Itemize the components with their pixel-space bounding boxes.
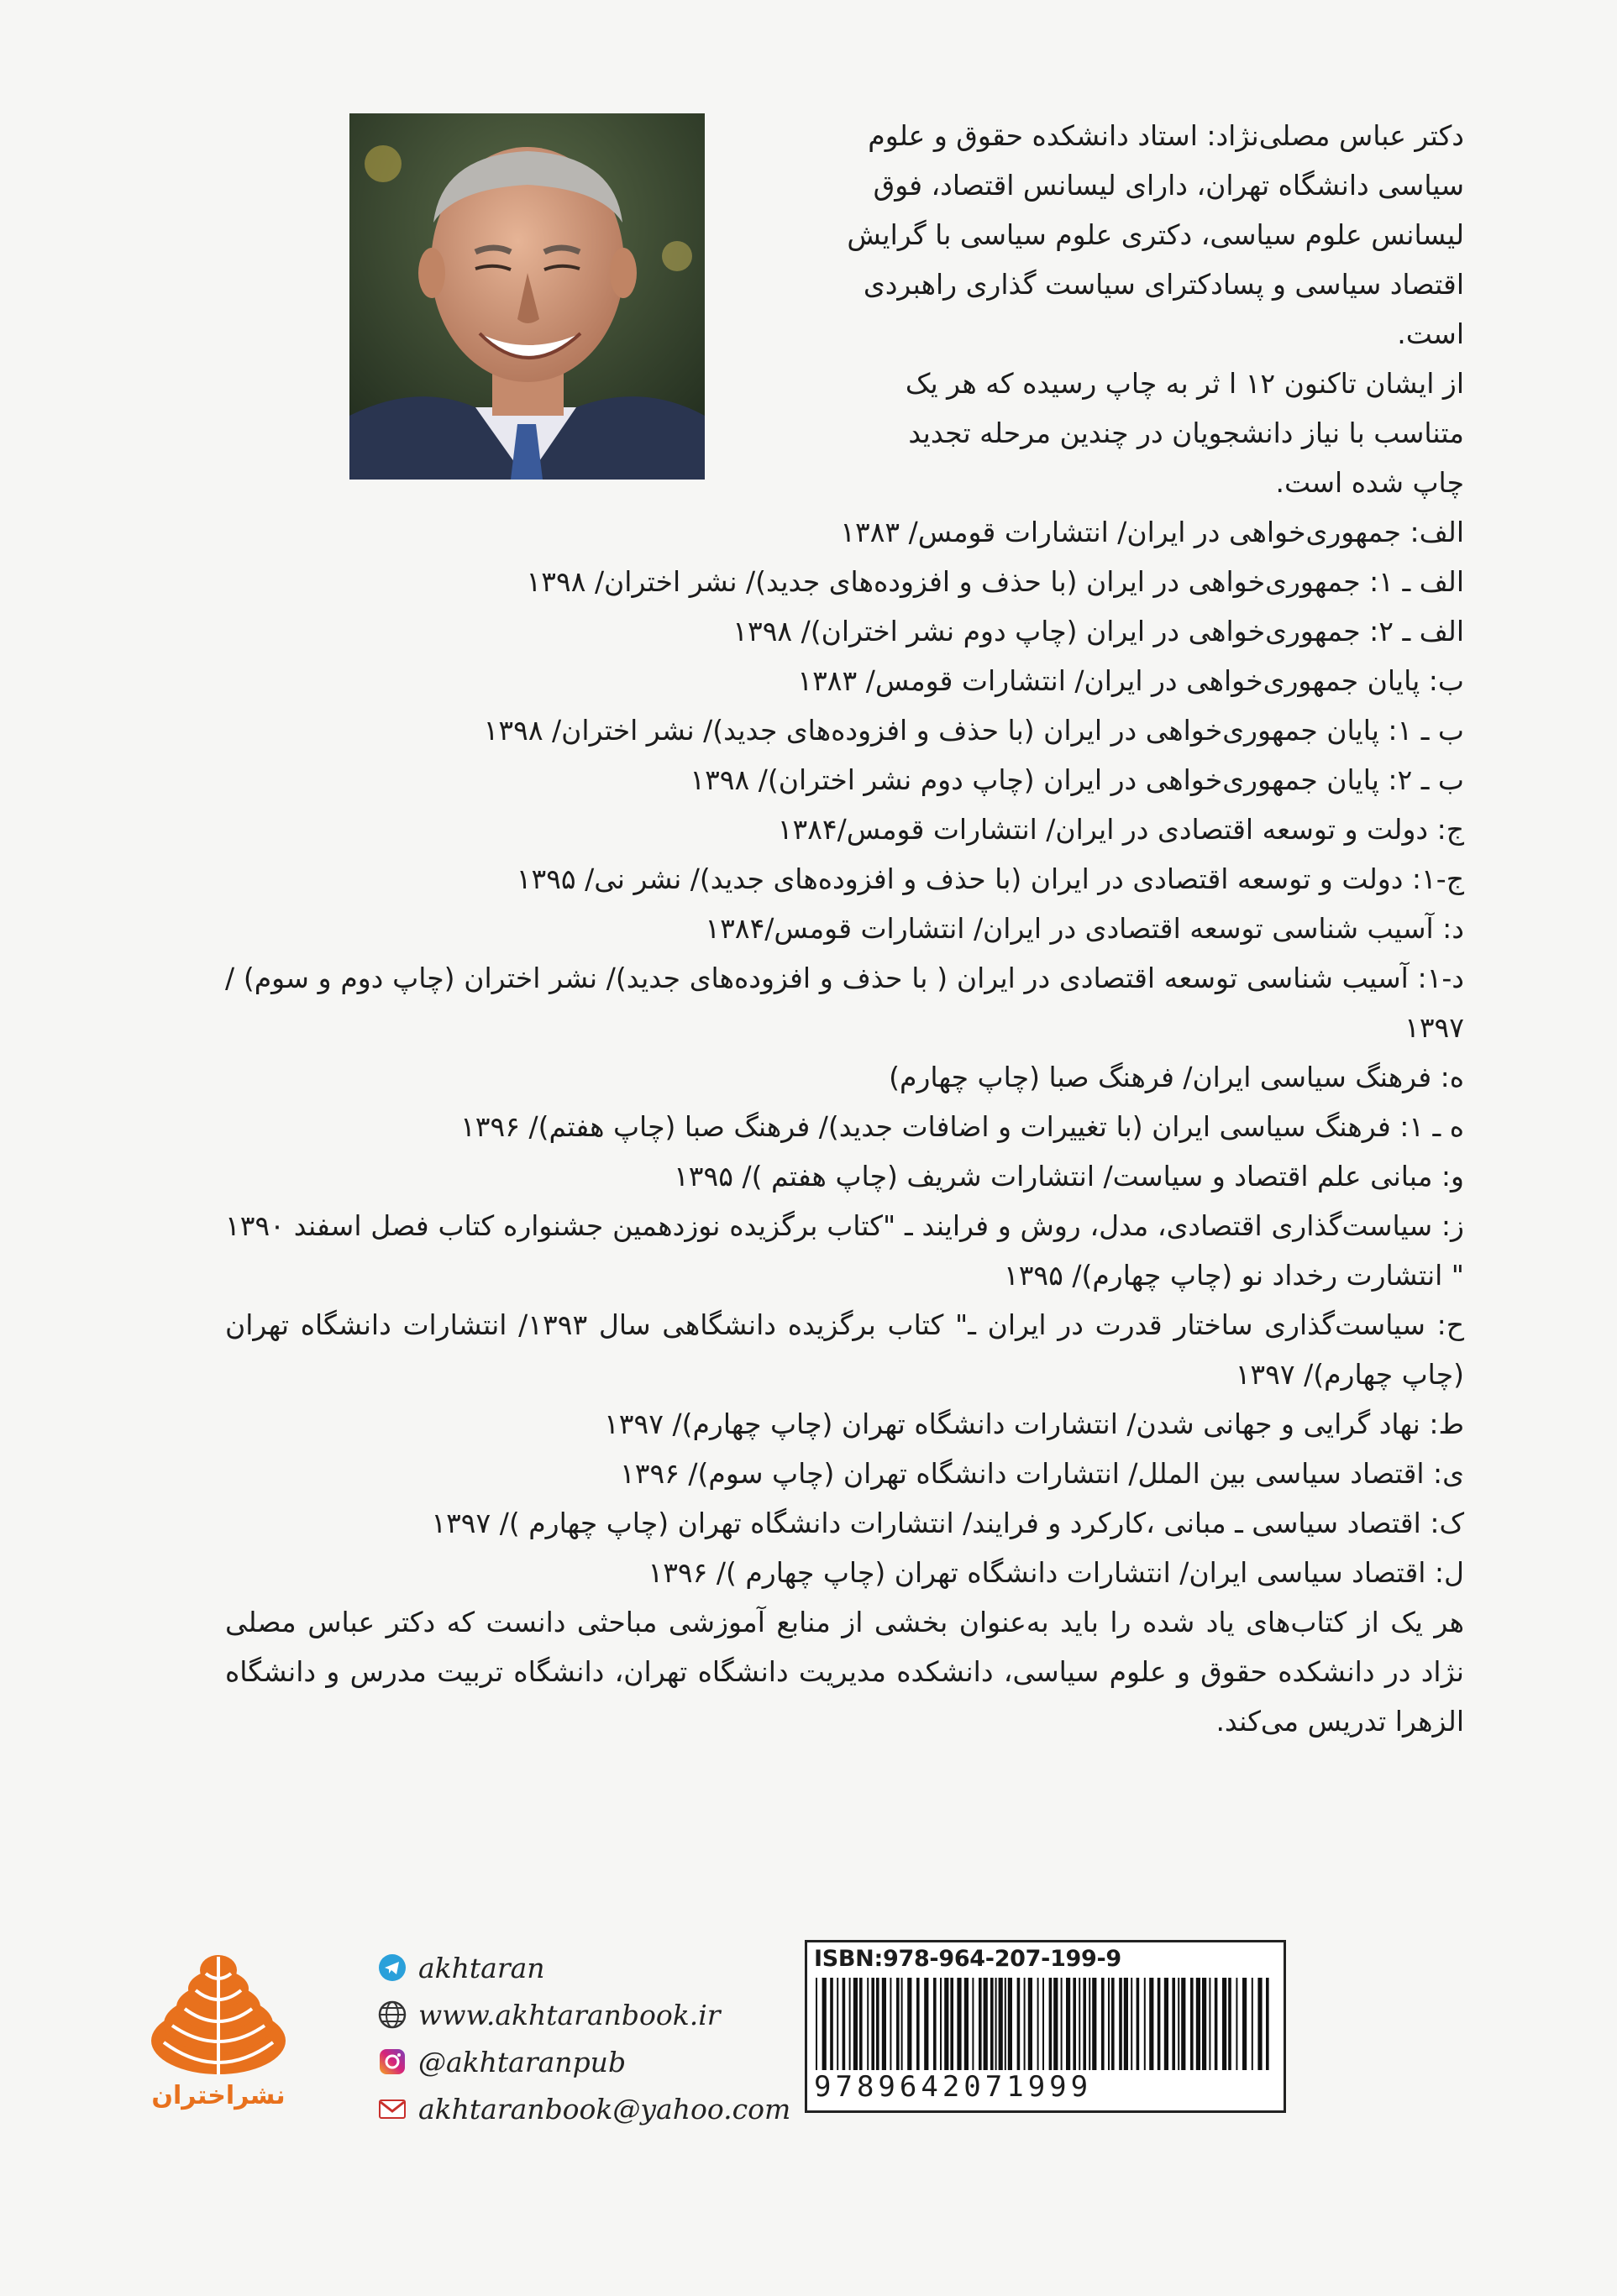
bibliography-entry: ز: سیاست‌گذاری اقتصادی، مدل، روش و فرایند ـ "کتاب برگزیده نوزدهمین جشنواره کتاب فصل اسفند ۱۳۹۰ " انتشارت رخداد نو (چاپ چهارم)/ ۱۳۹۵ (225, 1209, 1464, 1292)
barcode-bar (1178, 1978, 1179, 2070)
barcode-bar (907, 1978, 911, 2070)
barcode-bar (843, 1978, 846, 2070)
barcode-bar (1242, 1978, 1247, 2070)
barcode-bar (1181, 1978, 1185, 2070)
bibliography-list (225, 507, 1464, 1746)
telegram-icon (378, 1953, 407, 1982)
email-icon (378, 2094, 407, 2123)
bibliography-entry: د-۱: آسیب شناسی توسعه اقتصادی در ایران ( با حذف و افزوده‌های جدید)/ نشر اختران (چاپ دوم و سوم) / ۱۳۹۷ (225, 962, 1464, 1044)
bio-line: است. (1397, 317, 1464, 350)
contact-list (378, 1944, 815, 2132)
barcode-bar (1236, 1978, 1237, 2070)
barcode-bar (1073, 1978, 1076, 2070)
barcode-bar (1005, 1978, 1006, 2070)
bibliography-entry: ی: اقتصاد سیاسی بین الملل/ انتشارات دانشگاه تهران (چاپ سوم)/ ۱۳۹۶ (620, 1457, 1464, 1490)
bibliography-entry: و: مبانی علم اقتصاد و سیاست/ انتشارات شریف (چاپ هفتم )/ ۱۳۹۵ (674, 1160, 1464, 1193)
barcode-bar (876, 1978, 879, 2070)
barcode-bar (940, 1978, 942, 2070)
barcode-bar (1124, 1978, 1128, 2070)
barcode-bar (896, 1978, 900, 2070)
barcode-bar (1131, 1978, 1132, 2070)
barcode-bar (1111, 1978, 1115, 2070)
barcode-bar (1196, 1978, 1200, 2070)
barcode-bar (950, 1978, 953, 2070)
publisher-name: نشراختران (151, 2081, 286, 2110)
bibliography-entry: الف ـ ۱: جمهوری‌خواهی در ایران (با حذف و افزوده‌های جدید)/ نشر اختران/ ۱۳۹۸ (526, 565, 1464, 598)
barcode-bar (1061, 1978, 1063, 2070)
barcode-bar (1053, 1978, 1058, 2070)
bio-line: از ایشان تاکنون ۱۲ ا ثر به چاپ رسیده که هر یک (905, 367, 1464, 400)
contact-text: @akhtaranpub (418, 2045, 627, 2078)
barcode-bar (1108, 1978, 1110, 2070)
barcode-bar (1158, 1978, 1161, 2070)
barcode-bar (859, 1978, 863, 2070)
bio-line: چاپ شده است. (1275, 466, 1464, 499)
barcode-bar (1164, 1978, 1168, 2070)
barcode-bar (1028, 1978, 1032, 2070)
bibliography-entry: ل: اقتصاد سیاسی ایران/ انتشارات دانشگاه تهران (چاپ چهارم )/ ۱۳۹۶ (648, 1556, 1464, 1589)
barcode-bar (1066, 1978, 1070, 2070)
contact-instagram[interactable] (378, 2038, 815, 2085)
barcode-bar (1089, 1978, 1090, 2070)
barcode-bar (944, 1978, 948, 2070)
barcode-bar (871, 1978, 874, 2070)
barcode-bar (1202, 1978, 1206, 2070)
contact-text: akhtaran (418, 1951, 545, 1984)
bibliography-entry: ه ـ ۱: فرهنگ سیاسی ایران (با تغییرات و اضافات جدید)/ فرهنگ صبا (چاپ هفتم)/ ۱۳۹۶ (460, 1110, 1464, 1143)
barcode-bar (1101, 1978, 1105, 2070)
barcode-bar (1172, 1978, 1175, 2070)
contact-text: akhtaranbook@yahoo.com (418, 2092, 791, 2126)
barcode-bar (916, 1978, 920, 2070)
bibliography-entry: ط: نهاد گرایی و جهانی شدن/ انتشارات دانشگاه تهران (چاپ چهارم)/ ۱۳۹۷ (604, 1407, 1464, 1440)
barcode-bar (972, 1978, 974, 2070)
barcode-bar (964, 1978, 969, 2070)
barcode-bar (999, 1978, 1003, 2070)
barcode-bar (816, 1978, 817, 2070)
bibliography-entry: ه: فرهنگ سیاسی ایران/ فرهنگ صبا (چاپ چهارم) (889, 1061, 1464, 1093)
barcode-bar (979, 1978, 982, 2070)
barcode-bar (849, 1978, 851, 2070)
barcode-bar (822, 1978, 827, 2070)
barcode-bar (901, 1978, 903, 2070)
web-globe-icon (378, 2000, 407, 2029)
publisher-logo (147, 1940, 290, 2116)
isbn-label: ISBN:978-964-207-199-9 (814, 1946, 1121, 1972)
barcode-bar (1024, 1978, 1026, 2070)
bibliography-entry: الف ـ ۲: جمهوری‌خواهی در ایران (چاپ دوم نشر اختران)/ ۱۳۹۸ (732, 615, 1464, 647)
barcode-bar (1119, 1978, 1122, 2070)
bio-line: سیاسی دانشگاه تهران، دارای لیسانس اقتصاد، فوق (873, 169, 1464, 202)
isbn-barcode-box (805, 1940, 1286, 2113)
contact-website[interactable] (378, 1991, 815, 2038)
bibliography-entry: ج: دولت و توسعه اقتصادی در ایران/ انتشارات قومس/۱۳۸۴ (777, 813, 1464, 846)
bibliography-entry: ح: سیاست‌گذاری ساختار قدرت در ایران ـ" کتاب برگزیده دانشگاهی سال ۱۳۹۳/ انتشارات دانشگاه تهران (چاپ چهارم)/ ۱۳۹۷ (225, 1308, 1464, 1391)
bibliography-entry: د: آسیب شناسی توسعه اقتصادی در ایران/ انتشارات قومس/۱۳۸۴ (705, 912, 1464, 945)
barcode-bar (1037, 1978, 1039, 2070)
barcode-bar (837, 1978, 838, 2070)
barcode-bar (1222, 1978, 1226, 2070)
barcode-bar (1092, 1978, 1096, 2070)
barcode-bar (1137, 1978, 1140, 2070)
bibliography-entry: ب: پایان جمهوری‌خواهی در ایران/ انتشارات قومس/ ۱۳۸۳ (797, 664, 1464, 697)
barcode-bar (882, 1978, 886, 2070)
contact-text: www.akhtaranbook.ir (418, 1998, 721, 2031)
barcode-bar (890, 1978, 891, 2070)
barcode-bar (830, 1978, 833, 2070)
contact-email[interactable] (378, 2085, 815, 2132)
barcode-bar (995, 1978, 997, 2070)
bibliography-entry: ک: اقتصاد سیاسی ـ مبانی ،کارکرد و فرایند/ انتشارات دانشگاه تهران (چاپ چهارم )/ ۱۳۹۷ (431, 1507, 1464, 1539)
barcode-bar (1266, 1978, 1269, 2070)
bibliography-entry: الف: جمهوری‌خواهی در ایران/ انتشارات قومس/ ۱۳۸۳ (840, 516, 1464, 548)
bio-line: اقتصاد سیاسی و پسادکترای سیاست گذاری راهبردی (863, 268, 1464, 301)
barcode-bar (933, 1978, 937, 2070)
barcode-bar (1017, 1978, 1021, 2070)
barcode-bar (1079, 1978, 1080, 2070)
bibliography-entry: ب ـ ۲: پایان جمهوری‌خواهی در ایران (چاپ دوم نشر اختران)/ ۱۳۹۸ (690, 763, 1464, 796)
bio-line: دکتر عباس مصلی‌نژاد: استاد دانشکده حقوق و علوم (868, 119, 1464, 152)
closing-paragraph: هر یک از کتاب‌های یاد شده را باید به‌عنوان بخشی از منابع آموزشی مباحثی دانست که دکتر عباس مصلی نژاد در دانشکده حقوق و علوم سیاسی، دانشکده مدیریت دانشگاه تهران، دانشگاه تربیت مدرس و دانشگاه الزهرا تدریس می‌کند. (225, 1606, 1464, 1738)
barcode (816, 1978, 1273, 2070)
barcode-bar (1252, 1978, 1253, 2070)
barcode-bar (924, 1978, 928, 2070)
bio-line: لیسانس علوم سیاسی، دکتری علوم سیاسی با گرایش (847, 218, 1464, 251)
barcode-bar (957, 1978, 961, 2070)
barcode-bar (1008, 1978, 1012, 2070)
barcode-bar (1190, 1978, 1194, 2070)
bibliography-entry: ب ـ ۱: پایان جمهوری‌خواهی در ایران (با حذف و افزوده‌های جدید)/ نشر اختران/ ۱۳۹۸ (483, 714, 1464, 747)
barcode-bar (1215, 1978, 1218, 2070)
barcode-bar (1144, 1978, 1146, 2070)
bio-line: متناسب با نیاز دانشجویان در چندین مرحله تجدید (908, 417, 1464, 449)
barcode-bar (984, 1978, 988, 2070)
barcode-bar (853, 1978, 858, 2070)
barcode-bar (1049, 1978, 1053, 2070)
contact-telegram[interactable] (378, 1944, 815, 1991)
isbn-digits: 9789642071999 (814, 2070, 1093, 2104)
barcode-bar (1257, 1978, 1262, 2070)
author-bio (624, 111, 1464, 507)
barcode-bar (1228, 1978, 1231, 2070)
barcode-bar (1149, 1978, 1153, 2070)
barcode-bar (1083, 1978, 1086, 2070)
barcode-bar (1209, 1978, 1210, 2070)
barcode-bar (990, 1978, 994, 2070)
bibliography-entry: ج-۱: دولت و توسعه اقتصادی در ایران (با حذف و افزوده‌های جدید)/ نشر نی/ ۱۳۹۵ (516, 862, 1464, 895)
barcode-bar (1042, 1978, 1044, 2070)
barcode-bar (867, 1978, 869, 2070)
instagram-icon (378, 2047, 407, 2076)
